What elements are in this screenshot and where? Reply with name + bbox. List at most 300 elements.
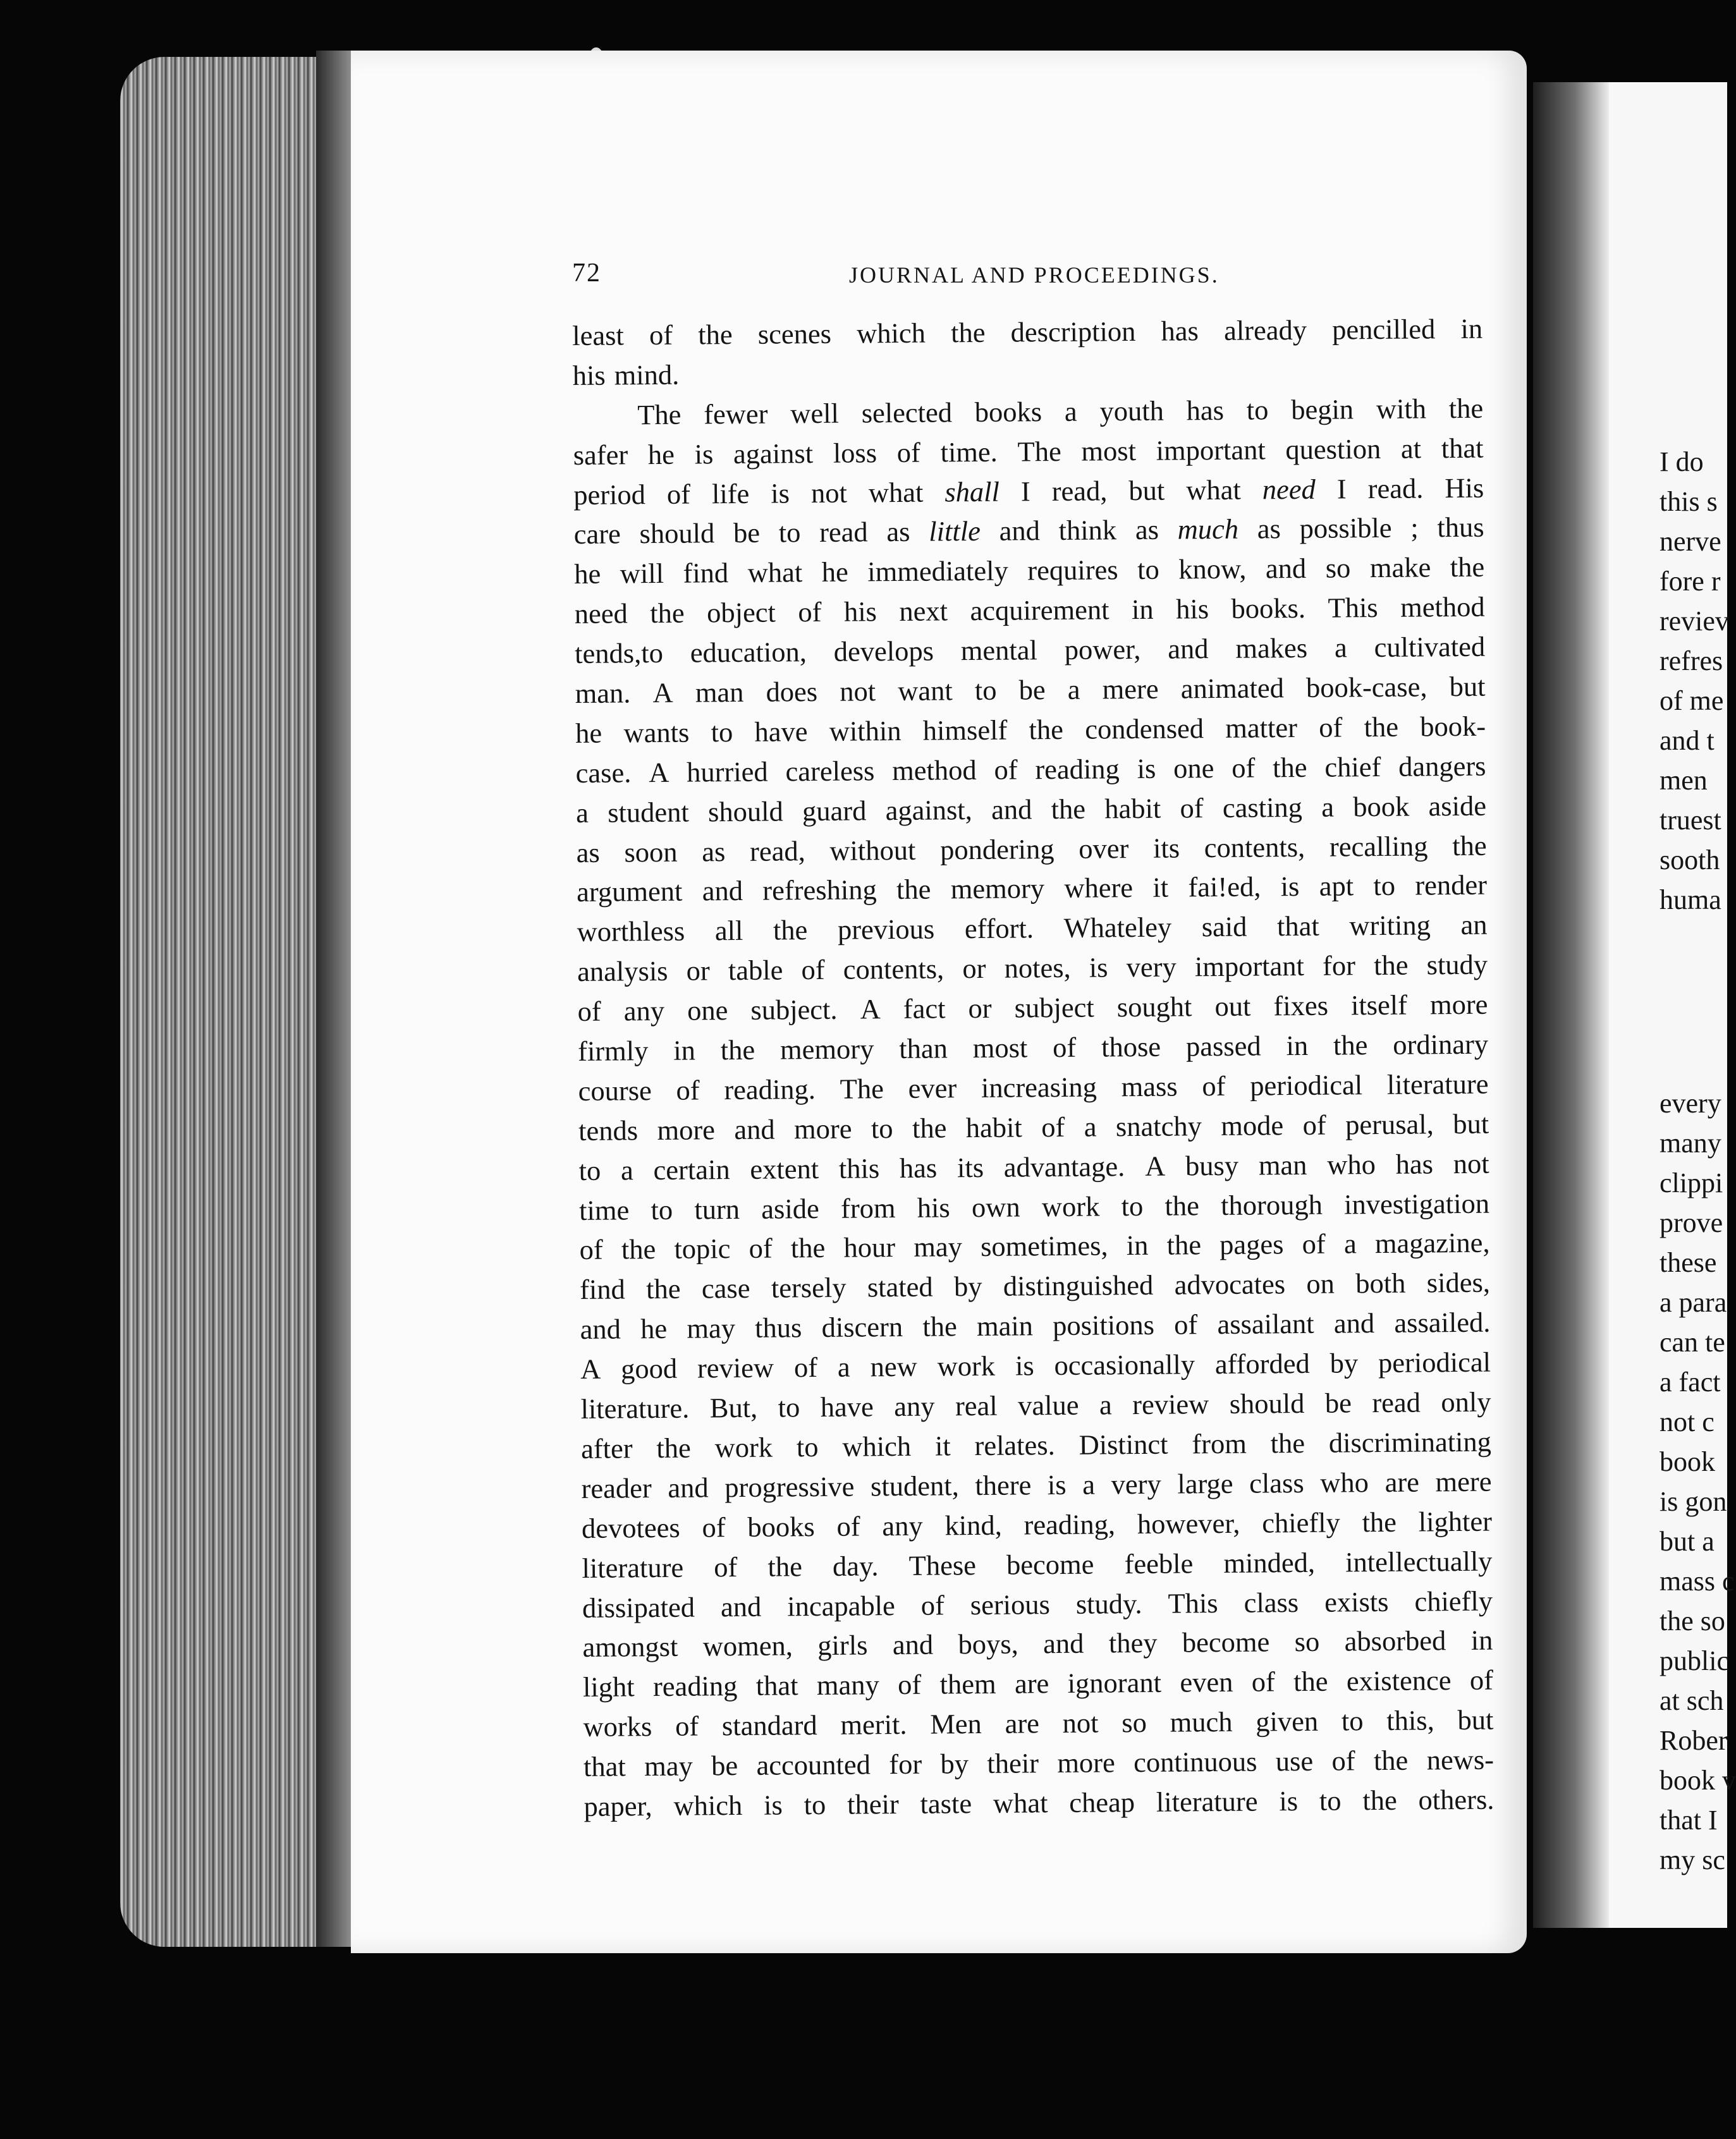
word: assailant xyxy=(1217,1308,1314,1341)
word: where xyxy=(1064,872,1134,905)
word: may xyxy=(914,1231,963,1264)
word: be xyxy=(711,1750,738,1782)
word: of xyxy=(920,1588,944,1621)
word: of xyxy=(994,753,1018,786)
word: most xyxy=(1081,434,1137,467)
word: not xyxy=(840,675,876,707)
word: than xyxy=(899,1032,948,1065)
word: to xyxy=(651,1193,673,1226)
word: periodical xyxy=(1378,1346,1491,1379)
word: the xyxy=(656,1432,691,1464)
word: of xyxy=(1302,1228,1326,1260)
word: or xyxy=(686,954,710,987)
word: as xyxy=(576,836,600,868)
facing-page-line: that I xyxy=(1660,1805,1718,1836)
word: sought xyxy=(1116,990,1192,1023)
word: will xyxy=(620,558,664,590)
word: who xyxy=(1320,1466,1369,1499)
facing-page-text xyxy=(1660,82,1736,1928)
word: writing xyxy=(1349,909,1431,942)
word: to xyxy=(804,1788,826,1821)
word: thorough xyxy=(1220,1188,1323,1221)
word: the xyxy=(1166,1229,1202,1262)
text-line xyxy=(577,985,1488,1032)
word: immediately xyxy=(867,554,1008,588)
word: ordinary xyxy=(1393,1028,1489,1061)
word: more xyxy=(1429,988,1488,1021)
word: them xyxy=(939,1668,996,1700)
word: have xyxy=(820,1391,874,1423)
word: does xyxy=(766,675,818,708)
facing-page-line: reviev xyxy=(1660,606,1729,637)
word: and xyxy=(720,1590,762,1623)
word: which xyxy=(842,1430,912,1463)
facing-page-line: a fact xyxy=(1660,1367,1721,1398)
word: what xyxy=(1186,473,1242,506)
word: Men xyxy=(930,1708,982,1740)
word: has xyxy=(1395,1148,1434,1180)
word: hour xyxy=(843,1231,896,1264)
word: render xyxy=(1415,869,1488,902)
word: taste xyxy=(920,1788,972,1820)
word: main xyxy=(976,1310,1034,1343)
facing-page-line: book v xyxy=(1660,1765,1736,1796)
word: the xyxy=(922,1310,957,1343)
word: the xyxy=(1272,751,1307,784)
word: real xyxy=(955,1389,998,1422)
word: and xyxy=(580,1313,621,1346)
word: to xyxy=(1319,1784,1342,1817)
word: of xyxy=(577,995,601,1028)
word: be xyxy=(733,517,761,549)
word: class xyxy=(1244,1586,1299,1619)
word: their xyxy=(847,1788,899,1820)
word: to xyxy=(871,1112,893,1145)
word: minded, xyxy=(1223,1546,1316,1579)
text-line xyxy=(574,547,1484,594)
word: progressive xyxy=(724,1470,855,1503)
facing-page-line: many xyxy=(1660,1128,1721,1159)
word: both xyxy=(1355,1267,1406,1300)
word: the xyxy=(1051,793,1086,825)
word: work xyxy=(937,1350,996,1382)
word: one xyxy=(687,994,728,1027)
word: contents, xyxy=(843,953,944,985)
word: his xyxy=(917,1191,950,1224)
word: man. xyxy=(575,677,631,709)
word: dissipated xyxy=(582,1591,695,1624)
word: much xyxy=(1177,513,1239,545)
word: effort. xyxy=(964,912,1034,945)
word: news- xyxy=(1426,1743,1495,1776)
word: the xyxy=(767,1550,803,1583)
word: of xyxy=(1469,1664,1494,1697)
word: a xyxy=(1343,1228,1357,1260)
word: in xyxy=(1470,1624,1493,1657)
word: any xyxy=(894,1390,935,1423)
word: be xyxy=(1324,1387,1352,1419)
word: develops xyxy=(833,635,934,667)
word: its xyxy=(1152,832,1180,864)
word: of xyxy=(1180,791,1204,824)
word: of xyxy=(798,596,822,628)
facing-page-line: this s xyxy=(1660,486,1718,517)
word: firmly xyxy=(577,1035,649,1067)
word: find xyxy=(683,557,729,589)
word: I xyxy=(1020,475,1030,507)
word: he xyxy=(821,556,848,588)
word: at xyxy=(1400,432,1422,465)
word: of xyxy=(1041,1111,1065,1143)
word: the xyxy=(1364,710,1399,743)
word: as xyxy=(1257,513,1281,545)
facing-page-line: sooth xyxy=(1660,844,1720,875)
facing-page-line: men xyxy=(1660,765,1708,796)
word: not xyxy=(1062,1707,1099,1740)
word: kind, xyxy=(944,1509,1002,1542)
facing-page-line: clippi xyxy=(1660,1167,1723,1198)
word: work xyxy=(1041,1190,1100,1222)
word: the xyxy=(790,1232,826,1264)
word: class xyxy=(1249,1466,1304,1499)
word: read, xyxy=(1051,474,1108,507)
word: of xyxy=(801,954,825,986)
word: himself xyxy=(922,714,1008,747)
word: increasing xyxy=(981,1071,1097,1104)
word: A xyxy=(860,993,881,1025)
word: a xyxy=(1082,1468,1096,1501)
word: next xyxy=(899,595,948,628)
word: however, xyxy=(1137,1507,1240,1540)
word: to xyxy=(1246,394,1269,426)
word: certain xyxy=(653,1153,730,1186)
word: over xyxy=(1079,832,1129,865)
word: This xyxy=(1168,1587,1218,1619)
word: Distinct xyxy=(1079,1428,1168,1461)
word: occasionally xyxy=(1054,1348,1195,1382)
text-line xyxy=(575,627,1485,674)
word: merit. xyxy=(840,1709,907,1741)
word: The xyxy=(840,1073,884,1105)
word: a xyxy=(1064,395,1077,427)
text-line xyxy=(577,905,1487,952)
word: magazine, xyxy=(1374,1227,1490,1260)
word: books. xyxy=(1231,592,1306,625)
word: power, xyxy=(1064,633,1141,666)
page-number: 72 xyxy=(572,259,601,288)
word: reading. xyxy=(724,1073,816,1106)
word: the xyxy=(1270,1427,1305,1460)
word: and xyxy=(1042,1628,1084,1660)
word: an xyxy=(1460,909,1488,941)
word: more xyxy=(657,1114,716,1146)
word: and xyxy=(892,1628,934,1661)
facing-page-line: not c xyxy=(1660,1406,1715,1437)
word: to xyxy=(1373,870,1396,902)
word: topic xyxy=(674,1233,731,1265)
word: the xyxy=(1164,1189,1200,1222)
word: selected xyxy=(861,396,953,429)
word: are xyxy=(1005,1707,1040,1740)
word: the xyxy=(621,1233,656,1265)
word: continuous xyxy=(1133,1745,1257,1779)
word: dangers xyxy=(1398,750,1486,783)
word: previous xyxy=(837,913,935,946)
text-line xyxy=(575,667,1485,714)
word: cultivated xyxy=(1374,630,1486,664)
word: for xyxy=(1322,949,1356,982)
word: he xyxy=(574,558,601,590)
text-line xyxy=(574,587,1484,634)
word: mass xyxy=(1121,1070,1178,1103)
word: makes xyxy=(1235,632,1308,664)
word: boys, xyxy=(958,1628,1018,1661)
word: of xyxy=(749,1233,773,1265)
word: which xyxy=(673,1789,743,1822)
word: of xyxy=(1202,1070,1226,1102)
word: a xyxy=(620,1154,633,1186)
word: the xyxy=(1448,392,1484,424)
facing-page-line: a para xyxy=(1660,1287,1727,1318)
text-line xyxy=(580,1343,1491,1389)
word: already xyxy=(1223,314,1307,346)
word: time xyxy=(578,1193,630,1226)
word: distinguished xyxy=(1003,1269,1154,1303)
text-line xyxy=(573,468,1484,515)
word: a xyxy=(837,1351,850,1383)
word: make xyxy=(1369,551,1431,584)
word: a xyxy=(1099,1389,1112,1421)
word: subject xyxy=(1014,991,1094,1024)
word: he xyxy=(575,717,602,749)
word: become xyxy=(1006,1548,1094,1581)
word: should xyxy=(707,795,783,828)
text-line xyxy=(582,1581,1493,1628)
word: Whateley xyxy=(1063,911,1172,944)
word: reader xyxy=(581,1472,652,1504)
word: object xyxy=(706,596,776,629)
word: that xyxy=(755,1669,798,1702)
word: aside xyxy=(1428,789,1487,822)
word: assailed. xyxy=(1394,1306,1491,1339)
word: a xyxy=(1084,1111,1097,1143)
word: the xyxy=(645,1273,681,1305)
word: as xyxy=(702,835,726,867)
word: read xyxy=(819,516,868,549)
word: is xyxy=(771,477,790,509)
word: from xyxy=(1192,1427,1247,1460)
text-line xyxy=(583,1661,1493,1707)
text-line xyxy=(578,1025,1488,1071)
word: chief xyxy=(1324,750,1381,783)
word: the xyxy=(1373,949,1409,982)
facing-page-line: and t xyxy=(1660,725,1715,756)
word: many xyxy=(816,1669,879,1702)
word: perusal, xyxy=(1345,1108,1434,1141)
word: the xyxy=(1362,1784,1397,1817)
word: by xyxy=(953,1271,982,1303)
word: mind. xyxy=(614,358,680,391)
word: afforded xyxy=(1214,1348,1310,1380)
word: books xyxy=(974,395,1042,428)
word: the xyxy=(1333,1029,1368,1061)
word: think xyxy=(1058,514,1117,547)
word: against xyxy=(733,437,814,470)
word: of xyxy=(897,1669,922,1701)
word: turn xyxy=(694,1193,740,1226)
facing-page-line: public xyxy=(1660,1645,1729,1676)
word: wants xyxy=(623,716,690,749)
word: These xyxy=(908,1549,977,1581)
word: His xyxy=(1445,472,1484,504)
word: method xyxy=(891,753,977,786)
word: has xyxy=(899,1152,938,1184)
word: find xyxy=(579,1273,625,1306)
word: study. xyxy=(1075,1587,1142,1620)
word: has xyxy=(1161,315,1199,347)
word: women, xyxy=(702,1630,793,1662)
word: need xyxy=(1262,473,1316,505)
word: but xyxy=(1128,474,1165,506)
word: within xyxy=(829,714,902,747)
word: accounted xyxy=(756,1748,871,1781)
word: the xyxy=(720,1033,755,1066)
word: the xyxy=(773,914,808,946)
text-line xyxy=(577,945,1488,992)
word: habit xyxy=(965,1111,1022,1143)
word: mere xyxy=(1435,1465,1492,1498)
word: most xyxy=(972,1032,1028,1064)
word: has xyxy=(1186,394,1225,427)
word: relates. xyxy=(974,1429,1055,1461)
word: not xyxy=(1453,1147,1489,1179)
word: in xyxy=(1286,1029,1309,1062)
word: man xyxy=(1258,1149,1307,1181)
word: may xyxy=(644,1750,693,1782)
word: who xyxy=(1327,1148,1376,1181)
word: itself xyxy=(1350,989,1408,1021)
word: mere xyxy=(1102,673,1159,705)
word: read. xyxy=(1367,472,1424,504)
page-header xyxy=(572,253,1249,303)
word: value xyxy=(1017,1389,1079,1422)
word: important xyxy=(1194,950,1305,983)
word: of xyxy=(793,1351,818,1384)
text-line xyxy=(579,1183,1489,1230)
word: given xyxy=(1256,1705,1319,1738)
word: books xyxy=(747,1510,815,1543)
word: to xyxy=(796,1430,819,1463)
word: advantage. xyxy=(1003,1150,1125,1183)
word: not xyxy=(810,477,848,509)
word: aside xyxy=(761,1192,819,1225)
word: the xyxy=(1452,829,1487,862)
word: of xyxy=(676,1074,700,1106)
word: of xyxy=(836,1510,860,1542)
word: he xyxy=(640,1313,668,1345)
word: argument xyxy=(576,875,683,908)
text-line xyxy=(576,826,1486,872)
word: review xyxy=(1132,1388,1209,1421)
word: of xyxy=(579,1234,603,1266)
word: his xyxy=(1175,593,1209,625)
word: care xyxy=(573,518,621,551)
word: refreshing xyxy=(762,874,877,907)
word: even xyxy=(1180,1666,1233,1698)
word: and xyxy=(999,515,1041,547)
facing-page-line: the so xyxy=(1660,1606,1725,1636)
word: apt xyxy=(1319,870,1354,903)
word: to xyxy=(1137,554,1159,586)
word: this, xyxy=(1386,1704,1434,1737)
word: contents, xyxy=(1204,831,1305,863)
word: reading xyxy=(1035,753,1120,786)
word: education, xyxy=(690,636,807,669)
word: own xyxy=(971,1191,1020,1223)
word: of xyxy=(649,319,673,351)
word: positions xyxy=(1052,1309,1155,1342)
word: work xyxy=(714,1431,773,1464)
word: or xyxy=(968,992,992,1025)
word: ignorant xyxy=(1067,1667,1162,1700)
word: discern xyxy=(821,1311,903,1344)
body-text xyxy=(572,309,1495,1865)
word: pondering xyxy=(939,832,1054,866)
word: read xyxy=(1372,1386,1421,1419)
text-line xyxy=(582,1541,1492,1588)
word: of xyxy=(714,1551,738,1583)
word: for xyxy=(889,1748,922,1781)
facing-page-line: mass c xyxy=(1660,1566,1735,1597)
word: with xyxy=(1376,393,1427,425)
word: possible xyxy=(1299,512,1392,545)
word: in xyxy=(1131,594,1154,626)
word: chiefly xyxy=(1414,1585,1493,1618)
word: girls xyxy=(817,1629,868,1662)
word: case. xyxy=(575,757,632,789)
word: amongst xyxy=(582,1631,678,1664)
word: is xyxy=(1137,752,1156,784)
word: of xyxy=(1331,1745,1355,1777)
word: after xyxy=(580,1432,633,1465)
word: period xyxy=(573,478,646,511)
text-line xyxy=(580,1382,1491,1429)
word: busy xyxy=(1185,1149,1239,1182)
word: subject. xyxy=(750,993,838,1026)
word: but xyxy=(1453,1107,1489,1140)
word: is xyxy=(1279,1785,1299,1817)
word: a xyxy=(1067,673,1080,705)
word: it xyxy=(1152,872,1169,904)
word: the xyxy=(950,316,986,349)
word: recalling xyxy=(1329,829,1428,863)
word: fewer xyxy=(704,398,768,430)
word: ever xyxy=(908,1072,957,1104)
word: youth xyxy=(1099,394,1164,427)
facing-page-line: at sch xyxy=(1660,1685,1724,1716)
word: to xyxy=(974,674,997,707)
word: But, xyxy=(709,1391,758,1424)
word: that xyxy=(583,1750,626,1782)
word: extent xyxy=(750,1152,819,1185)
word: the xyxy=(1450,551,1485,583)
word: stated xyxy=(867,1271,933,1303)
word: have xyxy=(754,716,808,748)
word: The xyxy=(1017,435,1061,468)
word: soon xyxy=(624,836,678,868)
word: the xyxy=(1293,1665,1328,1698)
word: in xyxy=(1460,312,1483,344)
